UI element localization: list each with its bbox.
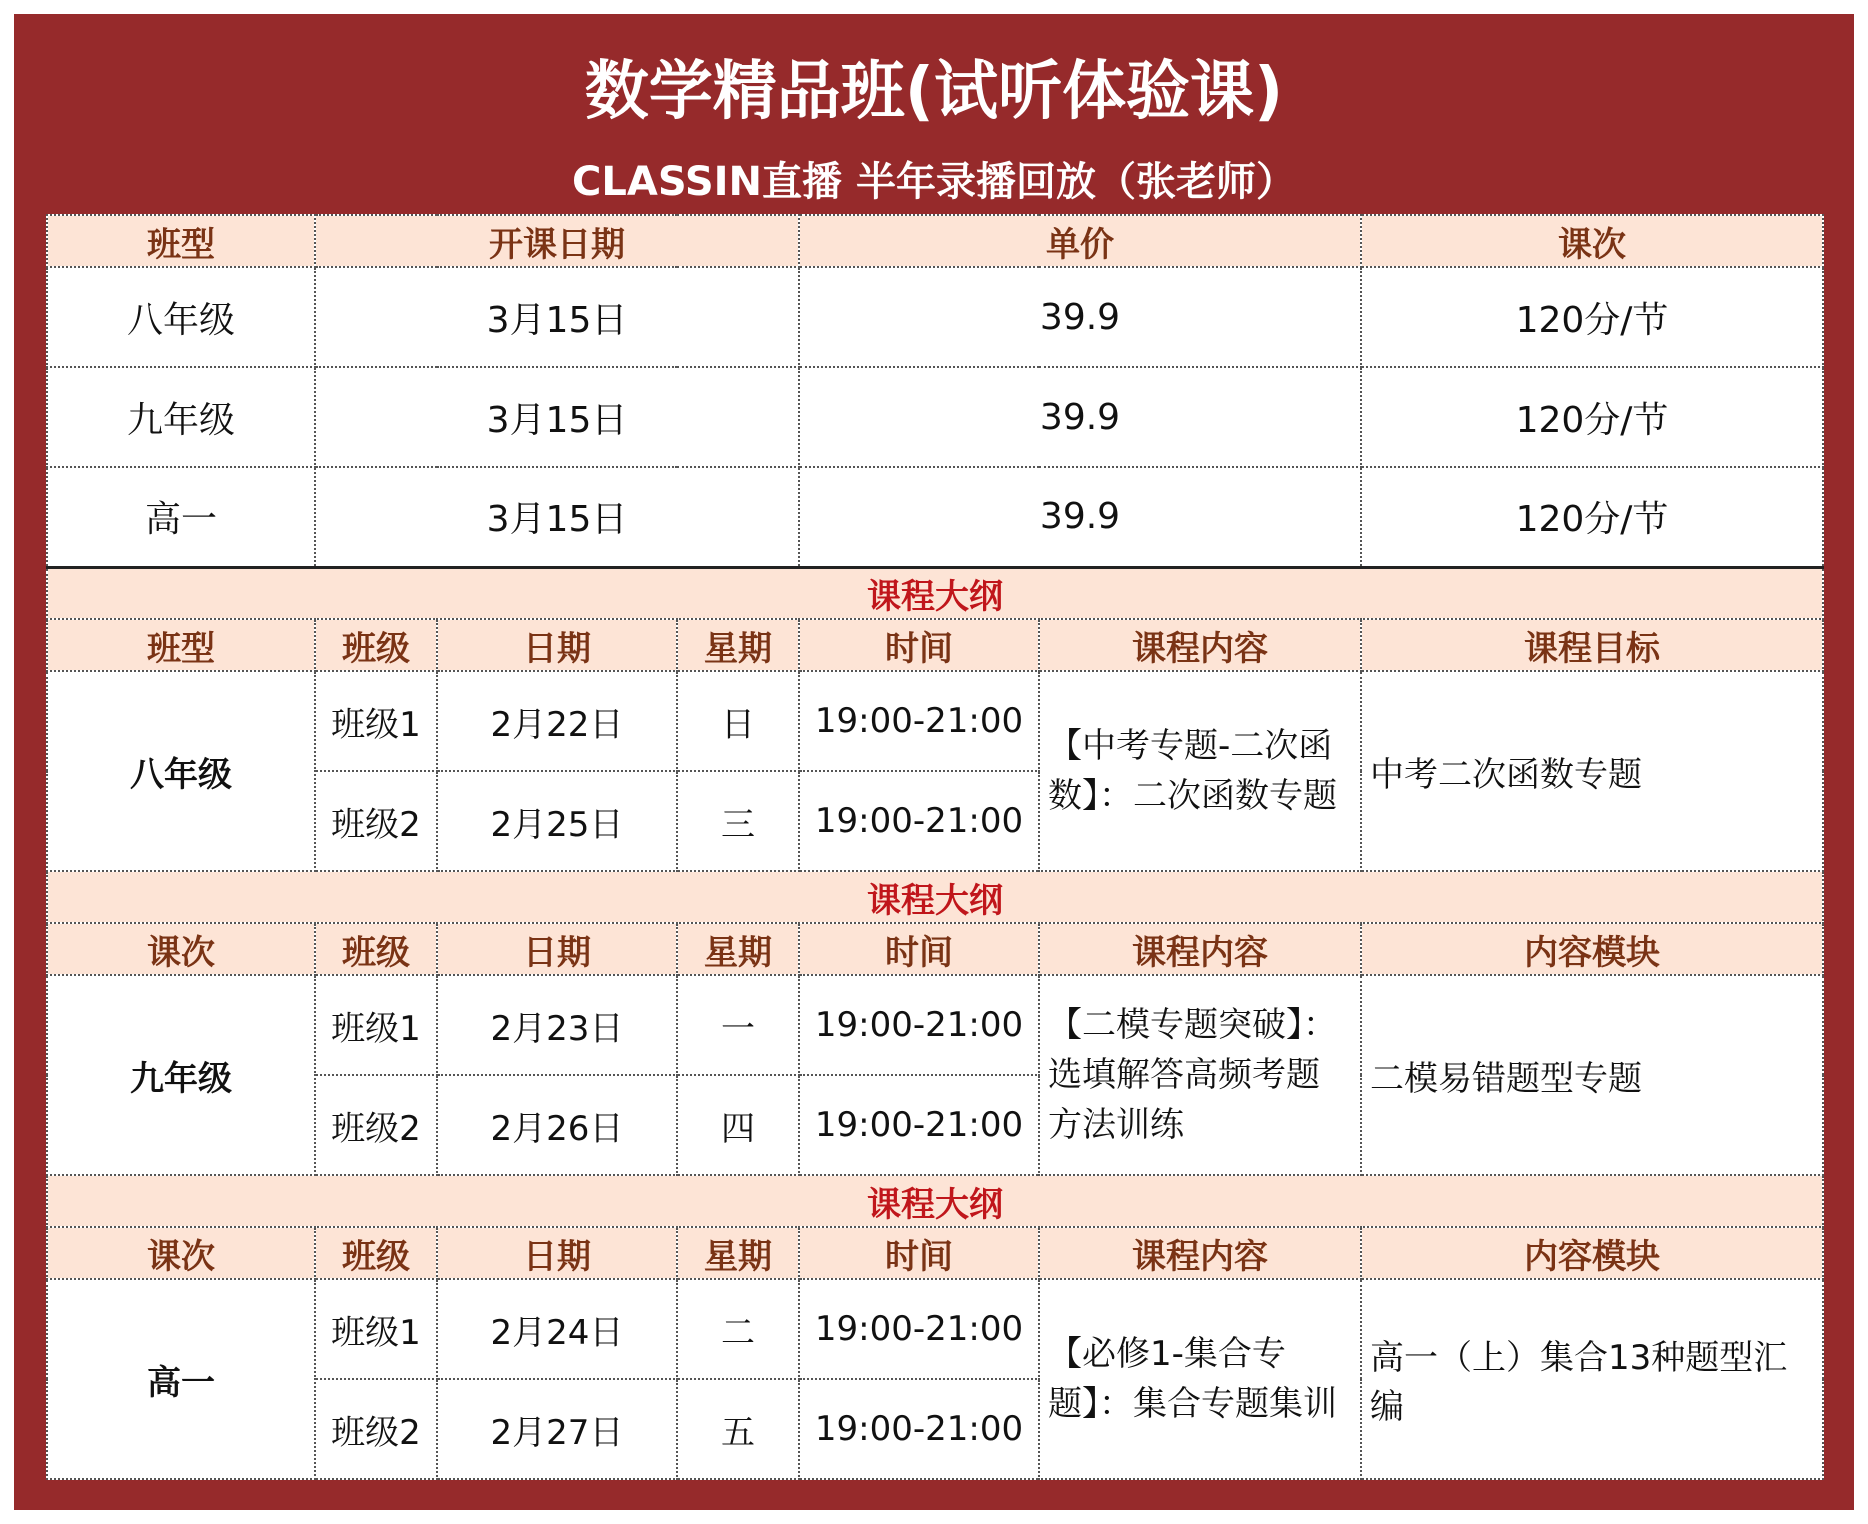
col-header: 时间 bbox=[799, 1227, 1039, 1279]
course-content: 【必修1-集合专题】：集合专题集训 bbox=[1039, 1279, 1361, 1479]
price-row bbox=[47, 367, 1823, 467]
price-header-start: 开课日期 bbox=[315, 215, 799, 267]
class-name: 班级2 bbox=[315, 771, 437, 871]
price-header-price: 单价 bbox=[799, 215, 1361, 267]
col-header: 时间 bbox=[799, 619, 1039, 671]
price-cell-session: 120分/节 bbox=[1361, 267, 1823, 367]
class-weekday: 四 bbox=[677, 1075, 799, 1175]
class-weekday: 三 bbox=[677, 771, 799, 871]
class-date: 2月27日 bbox=[437, 1379, 677, 1479]
class-time: 19:00-21:00 bbox=[799, 1075, 1039, 1175]
syllabus-band-row bbox=[47, 871, 1823, 923]
class-time: 19:00-21:00 bbox=[799, 1379, 1039, 1479]
price-cell-price: 39.9 bbox=[799, 367, 1361, 467]
class-row bbox=[47, 671, 1823, 771]
syllabus-band-row bbox=[47, 1175, 1823, 1227]
class-name: 班级2 bbox=[315, 1075, 437, 1175]
price-cell-type: 九年级 bbox=[47, 367, 315, 467]
syllabus-band-row bbox=[47, 567, 1823, 619]
price-cell-type: 八年级 bbox=[47, 267, 315, 367]
course-content: 【二模专题突破】：选填解答高频考题方法训练 bbox=[1039, 975, 1361, 1175]
col-header: 课程内容 bbox=[1039, 923, 1361, 975]
syllabus-band: 课程大纲 bbox=[47, 1175, 1823, 1227]
class-weekday: 五 bbox=[677, 1379, 799, 1479]
price-cell-start: 3月15日 bbox=[315, 267, 799, 367]
class-name: 班级2 bbox=[315, 1379, 437, 1479]
col-header: 班级 bbox=[315, 619, 437, 671]
col-header: 日期 bbox=[437, 1227, 677, 1279]
class-name: 班级1 bbox=[315, 975, 437, 1075]
class-weekday: 二 bbox=[677, 1279, 799, 1379]
col-header: 时间 bbox=[799, 923, 1039, 975]
col-header: 日期 bbox=[437, 923, 677, 975]
syllabus-band: 课程大纲 bbox=[47, 567, 1823, 619]
price-header-type: 班型 bbox=[47, 215, 315, 267]
grade-label: 高一 bbox=[47, 1279, 315, 1479]
col-header: 班级 bbox=[315, 1227, 437, 1279]
price-header-session: 课次 bbox=[1361, 215, 1823, 267]
price-cell-price: 39.9 bbox=[799, 267, 1361, 367]
class-time: 19:00-21:00 bbox=[799, 671, 1039, 771]
course-goal: 中考二次函数专题 bbox=[1361, 671, 1823, 871]
class-name: 班级1 bbox=[315, 671, 437, 771]
col-header: 日期 bbox=[437, 619, 677, 671]
price-header-row bbox=[47, 215, 1823, 267]
class-weekday: 一 bbox=[677, 975, 799, 1075]
syllabus-header-row bbox=[47, 923, 1823, 975]
class-row bbox=[47, 975, 1823, 1075]
col-header: 班型 bbox=[47, 619, 315, 671]
price-cell-start: 3月15日 bbox=[315, 467, 799, 567]
syllabus-header-row bbox=[47, 1227, 1823, 1279]
syllabus-band: 课程大纲 bbox=[47, 871, 1823, 923]
class-date: 2月22日 bbox=[437, 671, 677, 771]
col-header: 星期 bbox=[677, 923, 799, 975]
class-time: 19:00-21:00 bbox=[799, 771, 1039, 871]
class-time: 19:00-21:00 bbox=[799, 1279, 1039, 1379]
col-header: 班级 bbox=[315, 923, 437, 975]
col-header: 内容模块 bbox=[1361, 1227, 1823, 1279]
price-cell-start: 3月15日 bbox=[315, 367, 799, 467]
course-goal: 高一（上）集合13种题型汇编 bbox=[1361, 1279, 1823, 1479]
class-date: 2月25日 bbox=[437, 771, 677, 871]
syllabus-header-row bbox=[47, 619, 1823, 671]
col-header: 星期 bbox=[677, 619, 799, 671]
col-header: 内容模块 bbox=[1361, 923, 1823, 975]
price-row bbox=[47, 267, 1823, 367]
col-header: 课次 bbox=[47, 923, 315, 975]
price-cell-session: 120分/节 bbox=[1361, 467, 1823, 567]
course-content: 【中考专题-二次函数】：二次函数专题 bbox=[1039, 671, 1361, 871]
col-header: 课程目标 bbox=[1361, 619, 1823, 671]
price-cell-price: 39.9 bbox=[799, 467, 1361, 567]
schedule-table bbox=[46, 214, 1824, 1480]
class-weekday: 日 bbox=[677, 671, 799, 771]
price-cell-type: 高一 bbox=[47, 467, 315, 567]
col-header: 课次 bbox=[47, 1227, 315, 1279]
class-name: 班级1 bbox=[315, 1279, 437, 1379]
class-date: 2月26日 bbox=[437, 1075, 677, 1175]
class-date: 2月24日 bbox=[437, 1279, 677, 1379]
grade-label: 八年级 bbox=[47, 671, 315, 871]
price-row bbox=[47, 467, 1823, 567]
page-title: 数学精品班(试听体验课) bbox=[584, 55, 1284, 129]
col-header: 课程内容 bbox=[1039, 1227, 1361, 1279]
grade-label: 九年级 bbox=[47, 975, 315, 1175]
class-date: 2月23日 bbox=[437, 975, 677, 1075]
col-header: 星期 bbox=[677, 1227, 799, 1279]
col-header: 课程内容 bbox=[1039, 619, 1361, 671]
class-time: 19:00-21:00 bbox=[799, 975, 1039, 1075]
page-subtitle: CLASSIN直播 半年录播回放（张老师） bbox=[572, 159, 1296, 205]
course-goal: 二模易错题型专题 bbox=[1361, 975, 1823, 1175]
class-row bbox=[47, 1279, 1823, 1379]
price-cell-session: 120分/节 bbox=[1361, 367, 1823, 467]
